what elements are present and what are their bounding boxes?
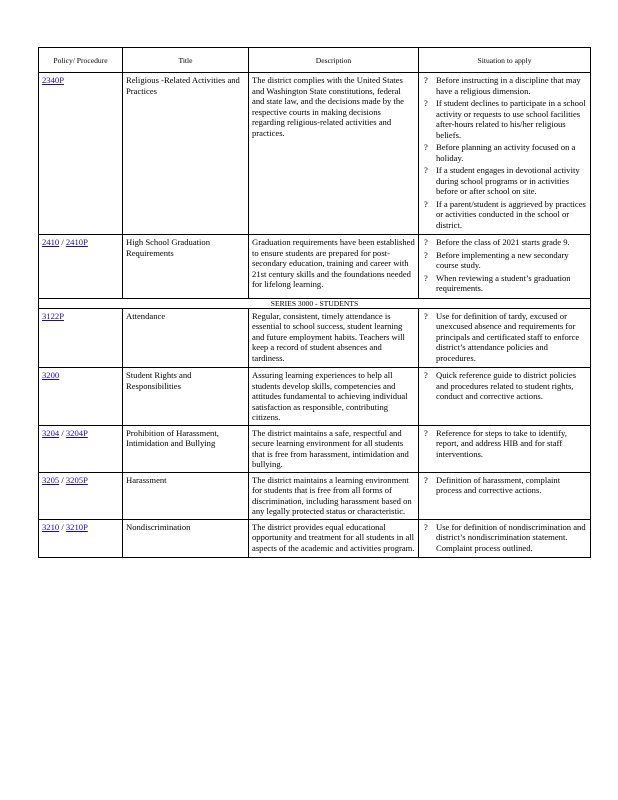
policy-links-cell: [39, 73, 123, 235]
situation-item: [422, 142, 587, 163]
table-row: [39, 308, 591, 368]
situation-item: [422, 237, 587, 248]
policy-situation-cell: [419, 235, 591, 299]
situation-item: [422, 75, 587, 96]
situation-list: [422, 75, 587, 230]
bullet-icon: ?: [424, 198, 428, 209]
policy-situation-cell: [419, 368, 591, 426]
policy-title-cell: Attendance: [123, 308, 249, 368]
series-divider-row: [39, 298, 591, 308]
situation-list: [422, 237, 587, 294]
policy-link[interactable]: 3204P: [65, 427, 88, 438]
header-policy: Policy/ Procedure: [39, 48, 123, 73]
situation-text: Definition of harassment, complaint process and corrective actions.: [436, 474, 561, 495]
policy-table: [38, 47, 591, 558]
policy-title-cell: Harassment: [123, 472, 249, 519]
bullet-icon: ?: [424, 75, 428, 85]
situation-text: Before instructing in a discipline that may have a religious dimension.: [436, 75, 581, 96]
policy-title-cell: Religious -Related Activities and Practices: [123, 73, 249, 235]
bullet-icon: ?: [424, 370, 428, 380]
policy-link[interactable]: 2410: [42, 237, 60, 247]
situation-text: Before planning an activity focused on a holiday.: [436, 142, 576, 163]
policy-description-cell: The district maintains a learning environment for students that is free from all forms of discrimination, including harassment based on any legally protected status or characteristic.: [249, 472, 419, 519]
policy-link[interactable]: 2340P: [42, 75, 64, 85]
situation-item: [422, 428, 587, 460]
bullet-icon: ?: [424, 521, 428, 532]
policy-title-cell: Nondiscrimination: [123, 519, 249, 558]
policy-description-cell: The district provides equal educational opportunity and treatment for all students in all aspects of the academic and activities program.: [249, 519, 419, 558]
link-separator: /: [59, 521, 66, 532]
situation-text: If student declines to participate in a school activity or requests to use school facilities after-hours related to his/her religious beliefs.: [436, 98, 586, 140]
table-row: [39, 368, 591, 426]
policy-description-cell: Assuring learning experiences to help all students develop skills, competencies and attitudes fundamental to achieving individual satisfaction as responsible, contributing citizens.: [249, 368, 419, 426]
policy-situation-cell: [419, 519, 591, 558]
policy-link[interactable]: 3210: [42, 521, 60, 532]
policy-description-cell: The district complies with the United States and Washington State constitutions, federal and state law, and the decisions made by the respective courts in making decisions regarding religious-related activities and practices.: [249, 73, 419, 235]
header-title: Title: [123, 48, 249, 73]
situation-item: [422, 522, 587, 554]
bullet-icon: ?: [424, 310, 428, 321]
policy-situation-cell: [419, 472, 591, 519]
situation-text: Before the class of 2021 starts grade 9.: [436, 237, 570, 247]
situation-text: Quick reference guide to district policies and procedures related to student rights, conduct and corrective actions.: [436, 370, 577, 401]
policy-description-cell: Regular, consistent, timely attendance is essential to school success, student learning and future employment habits. Teachers will keep a record of student absences and tardiness.: [249, 308, 419, 368]
bullet-icon: ?: [424, 142, 428, 152]
bullet-icon: ?: [424, 427, 428, 438]
bullet-icon: ?: [424, 249, 428, 260]
policy-link[interactable]: 3205: [42, 474, 60, 485]
situation-item: [422, 250, 587, 271]
table-row: [39, 519, 591, 558]
table-row: [39, 472, 591, 519]
policy-description-cell: Graduation requirements have been established to ensure students are prepared for post-secondary education, training and career with 21st century skills and the foundations needed for lifelong learning.: [249, 235, 419, 299]
situation-text: If a parent/student is aggrieved by practices or activities conducted in the school or district.: [436, 198, 586, 230]
policy-link[interactable]: 3210P: [65, 521, 88, 532]
policy-links-cell: [39, 235, 123, 299]
policy-situation-cell: [419, 425, 591, 472]
policy-title-cell: High School Graduation Requirements: [123, 235, 249, 299]
table-row: [39, 235, 591, 299]
situation-text: Before implementing a new secondary course study.: [436, 249, 569, 270]
situation-text: Reference for steps to take to identify, report, and address HIB and for staff interventions.: [436, 427, 567, 459]
series-label: SERIES 3000 - STUDENTS: [39, 298, 591, 308]
policy-title-cell: Student Rights and Responsibilities: [123, 368, 249, 426]
situation-list: [422, 428, 587, 460]
policy-links-cell: [39, 308, 123, 368]
situation-text: When reviewing a student’s graduation requirements.: [436, 272, 571, 293]
policy-situation-cell: [419, 308, 591, 368]
situation-text: Use for definition of nondiscrimination and district’s nondiscrimination statement. Complaint process outlined.: [436, 521, 586, 553]
header-row: [39, 48, 591, 73]
policy-links-cell: [39, 472, 123, 519]
table-row: [39, 425, 591, 472]
table-row: [39, 73, 591, 235]
policy-situation-cell: [419, 73, 591, 235]
policy-link[interactable]: 3200: [42, 370, 60, 380]
policy-links-cell: [39, 368, 123, 426]
policy-link[interactable]: 3205P: [65, 474, 88, 485]
situation-item: [422, 370, 587, 402]
policy-link[interactable]: 3122P: [42, 310, 64, 321]
situation-list: [422, 475, 587, 496]
header-description: Description: [249, 48, 419, 73]
table-body-series-2000: [39, 73, 591, 299]
bullet-icon: ?: [424, 165, 428, 175]
link-separator: /: [59, 474, 66, 485]
situation-list: [422, 311, 587, 364]
policy-title-cell: Prohibition of Harassment, Intimidation and Bullying: [123, 425, 249, 472]
policy-link[interactable]: 3204: [42, 427, 60, 438]
bullet-icon: ?: [424, 98, 428, 108]
bullet-icon: ?: [424, 272, 428, 283]
situation-text: If a student engages in devotional activity during school programs or in activities before or after school on site.: [436, 165, 580, 196]
situation-item: [422, 165, 587, 197]
situation-item: [422, 199, 587, 231]
situation-item: [422, 98, 587, 140]
situation-list: [422, 370, 587, 402]
policy-links-cell: [39, 519, 123, 558]
situation-item: [422, 311, 587, 364]
link-separator: /: [59, 427, 66, 438]
link-separator: /: [59, 237, 66, 247]
policy-link[interactable]: 2410P: [65, 237, 88, 247]
bullet-icon: ?: [424, 237, 428, 247]
situation-item: [422, 273, 587, 294]
bullet-icon: ?: [424, 474, 428, 485]
situation-item: [422, 475, 587, 496]
table-body-series-3000: [39, 308, 591, 558]
situation-list: [422, 522, 587, 554]
policy-links-cell: [39, 425, 123, 472]
situation-text: Use for definition of tardy, excused or unexcused absence and requirements for principals and certificated staff to enforce district’s attendance policies and procedures.: [436, 310, 580, 363]
policy-description-cell: The district maintains a safe, respectful and secure learning environment for all students that is free from harassment, intimidation and bullying.: [249, 425, 419, 472]
header-situation: Situation to apply: [419, 48, 591, 73]
